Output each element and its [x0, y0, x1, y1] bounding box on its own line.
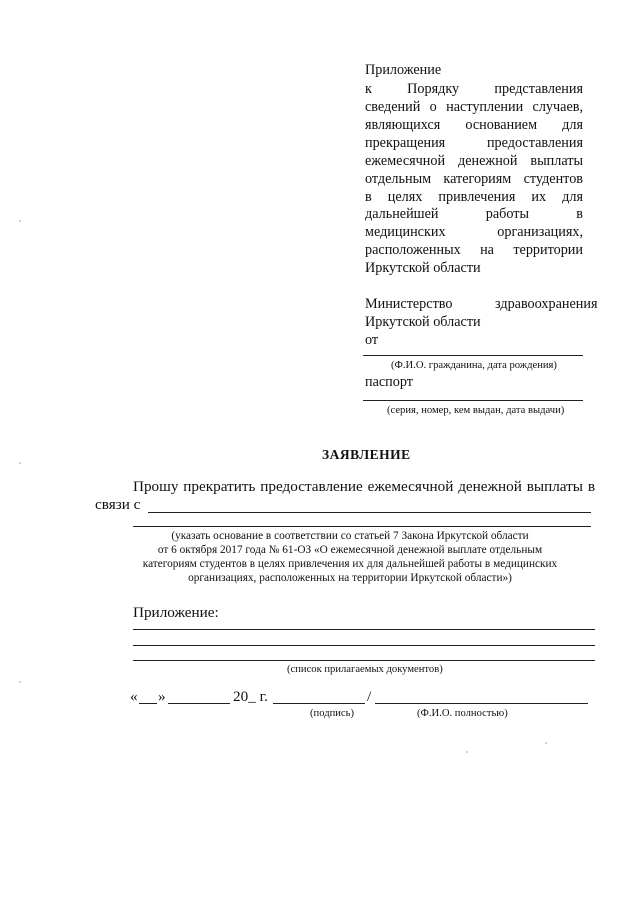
- request-reason-prefix: связи с: [95, 496, 141, 513]
- date-month-line: [168, 703, 230, 704]
- appendix-title: Приложение: [365, 62, 442, 78]
- appendix-line: Иркутской области: [365, 260, 481, 276]
- scan-speck: [545, 742, 547, 744]
- scan-speck: [19, 220, 21, 222]
- scan-speck: [19, 462, 21, 464]
- appendix-line: к Порядку представления: [365, 81, 583, 97]
- addressee-ministry: Министерство: [365, 296, 453, 312]
- appendix-line: дальнейшей работы в: [365, 206, 583, 222]
- date-quote-open: «: [130, 688, 138, 705]
- signature-caption: (подпись): [310, 708, 354, 719]
- reason-line-2: [133, 526, 591, 527]
- applicant-fio-line: [363, 355, 583, 356]
- passport-line: [363, 400, 583, 401]
- appendix-line: медицинских организациях,: [365, 224, 583, 240]
- date-quote-close: »: [158, 688, 166, 705]
- scan-speck: [19, 681, 21, 683]
- applicant-fio-caption: (Ф.И.О. гражданина, дата рождения): [391, 360, 557, 371]
- signature-fio-line: [375, 703, 588, 704]
- scan-speck: [466, 751, 468, 753]
- reason-caption-line: организациях, расположенных на территории Иркутской области»): [188, 572, 512, 584]
- appendix-line: прекращения предоставления: [365, 135, 583, 151]
- passport-label: паспорт: [365, 374, 413, 390]
- request-line: Прошу прекратить предоставление ежемесячной денежной выплаты в: [133, 478, 595, 495]
- appendix-line: расположенных на территории: [365, 242, 583, 258]
- attachment-line: [133, 645, 595, 646]
- passport-caption: (серия, номер, кем выдан, дата выдачи): [387, 405, 565, 416]
- appendix-line: являющихся основанием для: [365, 117, 583, 133]
- signature-fio-caption: (Ф.И.О. полностью): [417, 708, 508, 719]
- attachment-line: [133, 629, 595, 630]
- from-label: от: [365, 332, 379, 348]
- reason-line: [148, 512, 591, 513]
- reason-caption-line: категориям студентов в целях привлечения их для дальнейшей работы в медицинских: [142, 558, 558, 570]
- addressee-ministry-health: здравоохранения: [495, 296, 598, 312]
- attachments-caption: (список прилагаемых документов): [287, 664, 443, 675]
- appendix-line: в целях привлечения их для: [365, 189, 583, 205]
- reason-caption-line: от 6 октября 2017 года № 61-ОЗ «О ежемесячной денежной выплате отдельным: [157, 544, 543, 556]
- signature-slash: /: [367, 688, 372, 705]
- signature-line: [273, 703, 365, 704]
- document-title: ЗАЯВЛЕНИЕ: [322, 447, 411, 462]
- appendix-line: сведений о наступлении случаев,: [365, 99, 583, 115]
- attachments-label: Приложение:: [133, 604, 219, 621]
- reason-caption-line: (указать основание в соответствии со статьей 7 Закона Иркутской области: [171, 530, 529, 542]
- date-day-line: [139, 703, 157, 704]
- addressee-region: Иркутской области: [365, 314, 481, 330]
- date-year: 20_ г.: [233, 688, 268, 705]
- appendix-line: ежемесячной денежной выплаты: [365, 153, 583, 169]
- appendix-line: отдельным категориям студентов: [365, 171, 583, 187]
- attachment-line: [133, 660, 595, 661]
